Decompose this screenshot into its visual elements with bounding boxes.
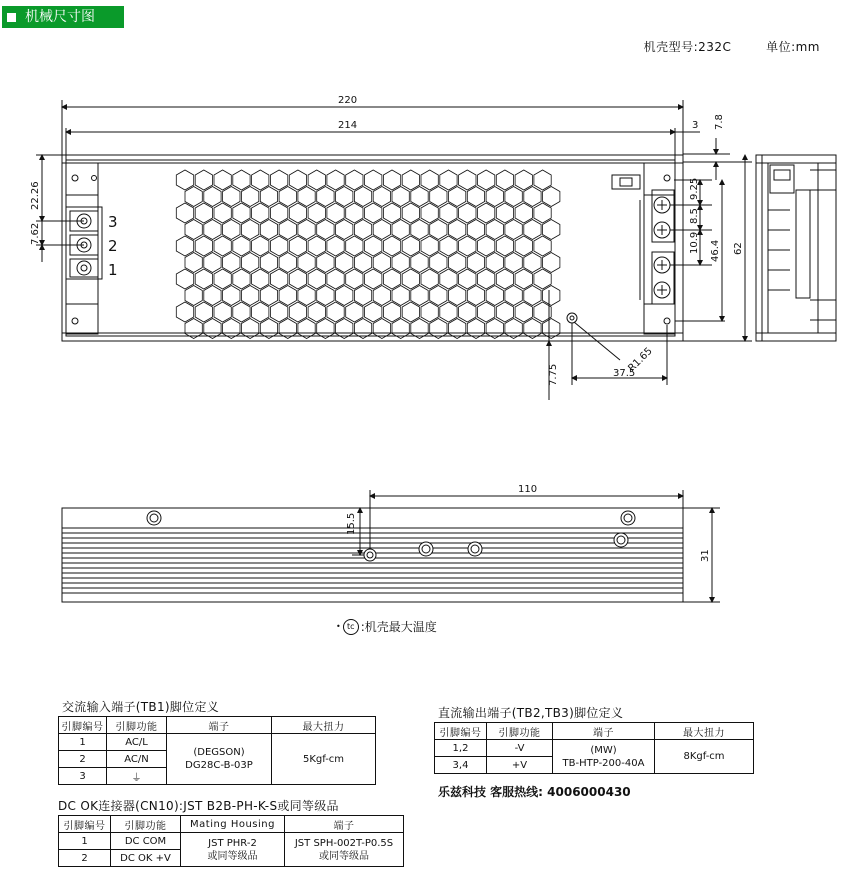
dc-func-1: -V	[487, 740, 553, 757]
vent-pattern	[176, 170, 560, 339]
dcok-header-pin: 引脚编号	[59, 816, 111, 833]
pin-label-1: 1	[108, 261, 118, 279]
dc-terminal: (MW) TB-HTP-200-40A	[553, 740, 655, 774]
dc-table-title: 直流输出端子(TB2,TB3)脚位定义	[438, 706, 624, 720]
ac-pin-3: 3	[59, 768, 107, 785]
pin-label-2: 2	[108, 237, 118, 255]
ground-icon: ⏚	[107, 768, 167, 785]
tc-icon: tc	[343, 619, 359, 635]
ac-table-title: 交流输入端子(TB1)脚位定义	[62, 700, 220, 714]
dcok-func-1: DC COM	[111, 833, 181, 850]
dim-7-75: 7.75	[548, 363, 559, 386]
ac-func-1: AC/L	[107, 734, 167, 751]
tc-note: • tc :机壳最大温度	[336, 620, 437, 634]
dim-31: 31	[700, 549, 711, 562]
dim-37-5: 37.5	[613, 368, 636, 379]
dc-table	[434, 722, 754, 774]
service-hotline: 乐兹科技 客服热线: 4006000430	[438, 785, 631, 799]
dcok-table	[58, 815, 404, 867]
dcok-housing: JST PHR-2 或同等级品	[181, 833, 285, 867]
dim-7-8: 7.8	[714, 114, 725, 130]
dim-110: 110	[518, 484, 538, 495]
ac-func-2: AC/N	[107, 751, 167, 768]
ac-header-pin: 引脚编号	[59, 717, 107, 734]
dc-pin-1: 1,2	[435, 740, 487, 757]
dc-header-pin: 引脚编号	[435, 723, 487, 740]
dim-22-26: 22.26	[30, 181, 41, 210]
ac-table	[58, 716, 376, 785]
dc-header-func: 引脚功能	[487, 723, 553, 740]
dcok-header-housing: Mating Housing	[181, 816, 285, 833]
table-row	[59, 734, 376, 751]
unit-label: 单位:mm	[766, 40, 820, 54]
dc-func-2: +V	[487, 757, 553, 774]
table-row	[59, 833, 404, 850]
dc-torque: 8Kgf-cm	[655, 740, 754, 774]
dc-header-torque: 最大扭力	[655, 723, 754, 740]
dcok-header-func: 引脚功能	[111, 816, 181, 833]
dim-9-25: 9.25	[689, 177, 700, 200]
table-row	[435, 740, 754, 757]
ac-terminal: (DEGSON) DG28C-B-03P	[167, 734, 272, 785]
dim-8-5: 8.5	[689, 208, 700, 224]
ac-header-terminal: 端子	[167, 717, 272, 734]
dc-header-terminal: 端子	[553, 723, 655, 740]
ac-torque: 5Kgf-cm	[272, 734, 376, 785]
dim-10-9: 10.9	[689, 231, 700, 254]
dim-7-62: 7.62	[30, 222, 41, 245]
dcok-pin-2: 2	[59, 850, 111, 867]
ac-header-torque: 最大扭力	[272, 717, 376, 734]
dim-46-4: 46.4	[710, 239, 721, 262]
dcok-table-title: DC OK连接器(CN10):JST B2B-PH-K-S或同等级品	[58, 799, 339, 813]
dim-62: 62	[733, 242, 744, 255]
ac-header-func: 引脚功能	[107, 717, 167, 734]
ac-pin-1: 1	[59, 734, 107, 751]
side-view-drawing	[0, 470, 856, 615]
dim-15-5: 15.5	[346, 512, 357, 535]
dcok-terminal: JST SPH-002T-P0.5S 或同等级品	[285, 833, 404, 867]
case-model-label: 机壳型号:232C	[643, 40, 732, 54]
dim-3: 3	[692, 120, 699, 131]
section-title: 机械尺寸图	[25, 9, 95, 25]
dcok-pin-1: 1	[59, 833, 111, 850]
dim-220: 220	[338, 95, 358, 106]
dcok-func-2: DC OK +V	[111, 850, 181, 867]
dc-pin-2: 3,4	[435, 757, 487, 774]
tc-note-text: :机壳最大温度	[360, 620, 437, 634]
dim-214: 214	[338, 120, 358, 131]
dim-r1-65: R1.65	[626, 345, 655, 375]
pin-label-3: 3	[108, 213, 118, 231]
ac-pin-2: 2	[59, 751, 107, 768]
dcok-header-terminal: 端子	[285, 816, 404, 833]
